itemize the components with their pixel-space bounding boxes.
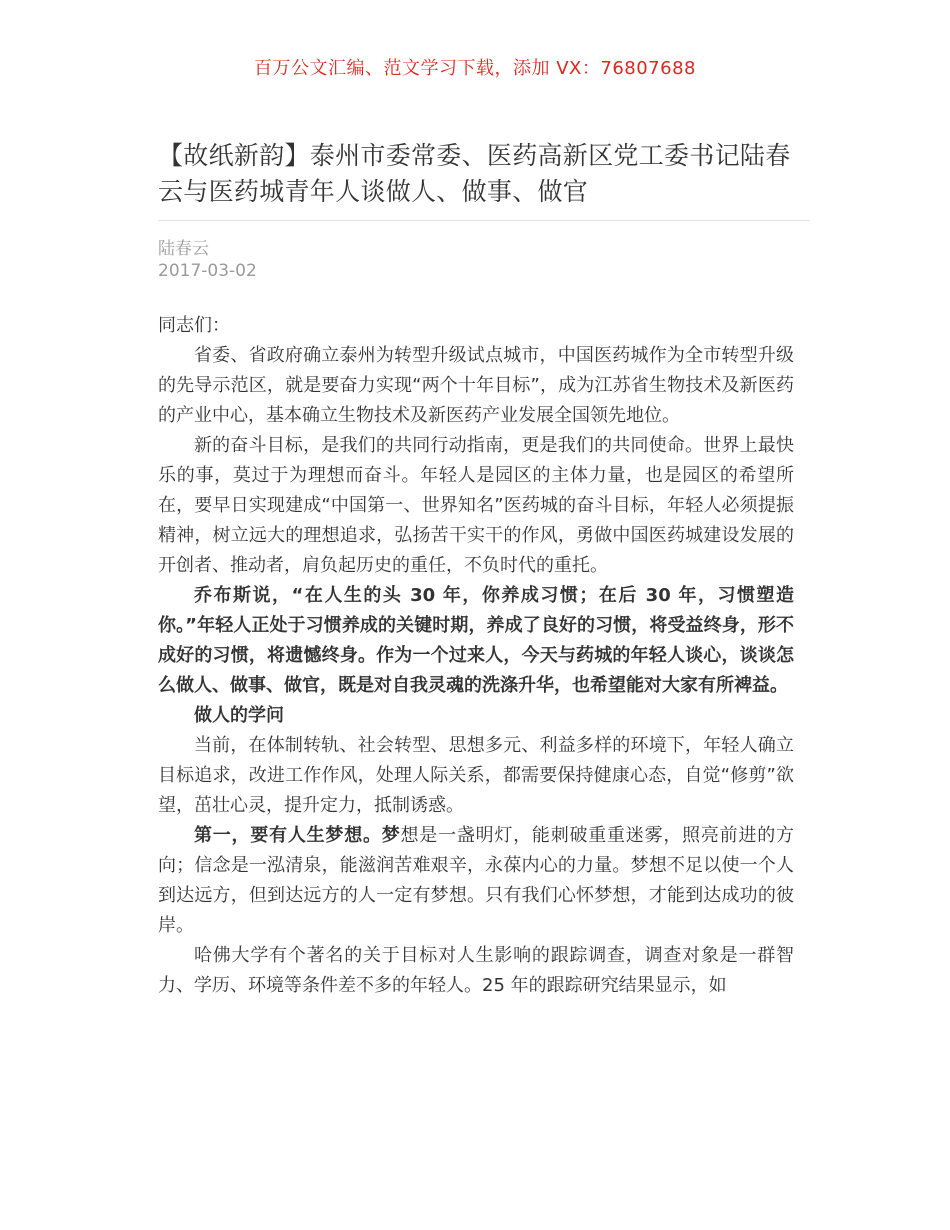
paragraph: 哈佛大学有个著名的关于目标对人生影响的跟踪调查，调查对象是一群智力、学历、环境等条件差不多的年轻人。25 年的跟踪研究结果显示，如 [158, 945, 794, 996]
paragraph: 新的奋斗目标，是我们的共同行动指南，更是我们的共同使命。世界上最快乐的事，莫过于为理想而奋斗。年轻人是园区的主体力量，也是园区的希望所在，要早日实现建成“中国第一、世界知名”医药城的奋斗目标，年轻人必须提振精神，树立远大的理想追求，弘扬苦干实干的作风，勇做中国医药城建设发展的开创者、推动者，肩负起历史的重任，不负时代的重托。 [158, 435, 794, 576]
article-title: 【故纸新韵】泰州市委常委、医药高新区党工委书记陆春云与医药城青年人谈做人、做事、做官 [158, 141, 791, 206]
paragraph [158, 821, 794, 941]
download-banner: 百万公文汇编、范文学习下载，添加 VX：76807688 [254, 58, 696, 79]
point-lead: 第一，要有人生梦想。梦 [194, 825, 401, 846]
article-date: 2017-03-02 [158, 261, 257, 281]
article-author: 陆春云 [158, 239, 209, 259]
point-text: 想是一盏明灯，能刺破重重迷雾，照亮前进的方向；信念是一泓清泉，能滋润苦难艰辛，永葆内心的力量。梦想不足以使一个人到达远方，但到达远方的人一定有梦想。只有我们心怀梦想，才能到达成功的彼岸。 [158, 825, 794, 936]
bold-paragraph: 乔布斯说，“在人生的头 30 年，你养成习惯；在后 30 年，习惯塑造你。”年轻人正处于习惯养成的关键时期，养成了良好的习惯，将受益终身，形不成好的习惯，将遗憾终身。作为一个过来人，今天与药城的年轻人谈心，谈谈怎么做人、做事、做官，既是对自我灵魂的洗涤升华，也希望能对大家有所裨益。 [158, 585, 794, 696]
article-meta [158, 238, 810, 282]
section-heading: 做人的学问 [194, 705, 284, 726]
paragraph: 省委、省政府确立泰州为转型升级试点城市，中国医药城作为全市转型升级的先导示范区，就是要奋力实现“两个十年目标”，成为江苏省生物技术及新医药的产业中心，基本确立生物技术及新医药产业发展全国领先地位。 [158, 345, 794, 426]
article [158, 138, 810, 1001]
article-body [158, 311, 794, 1001]
title-divider [158, 220, 810, 221]
paragraph: 当前，在体制转轨、社会转型、思想多元、利益多样的环境下，年轻人确立目标追求，改进工作作风，处理人际关系，都需要保持健康心态，自觉“修剪”欲望，茁壮心灵，提升定力，抵制诱惑。 [158, 735, 794, 816]
greeting: 同志们： [158, 315, 230, 336]
